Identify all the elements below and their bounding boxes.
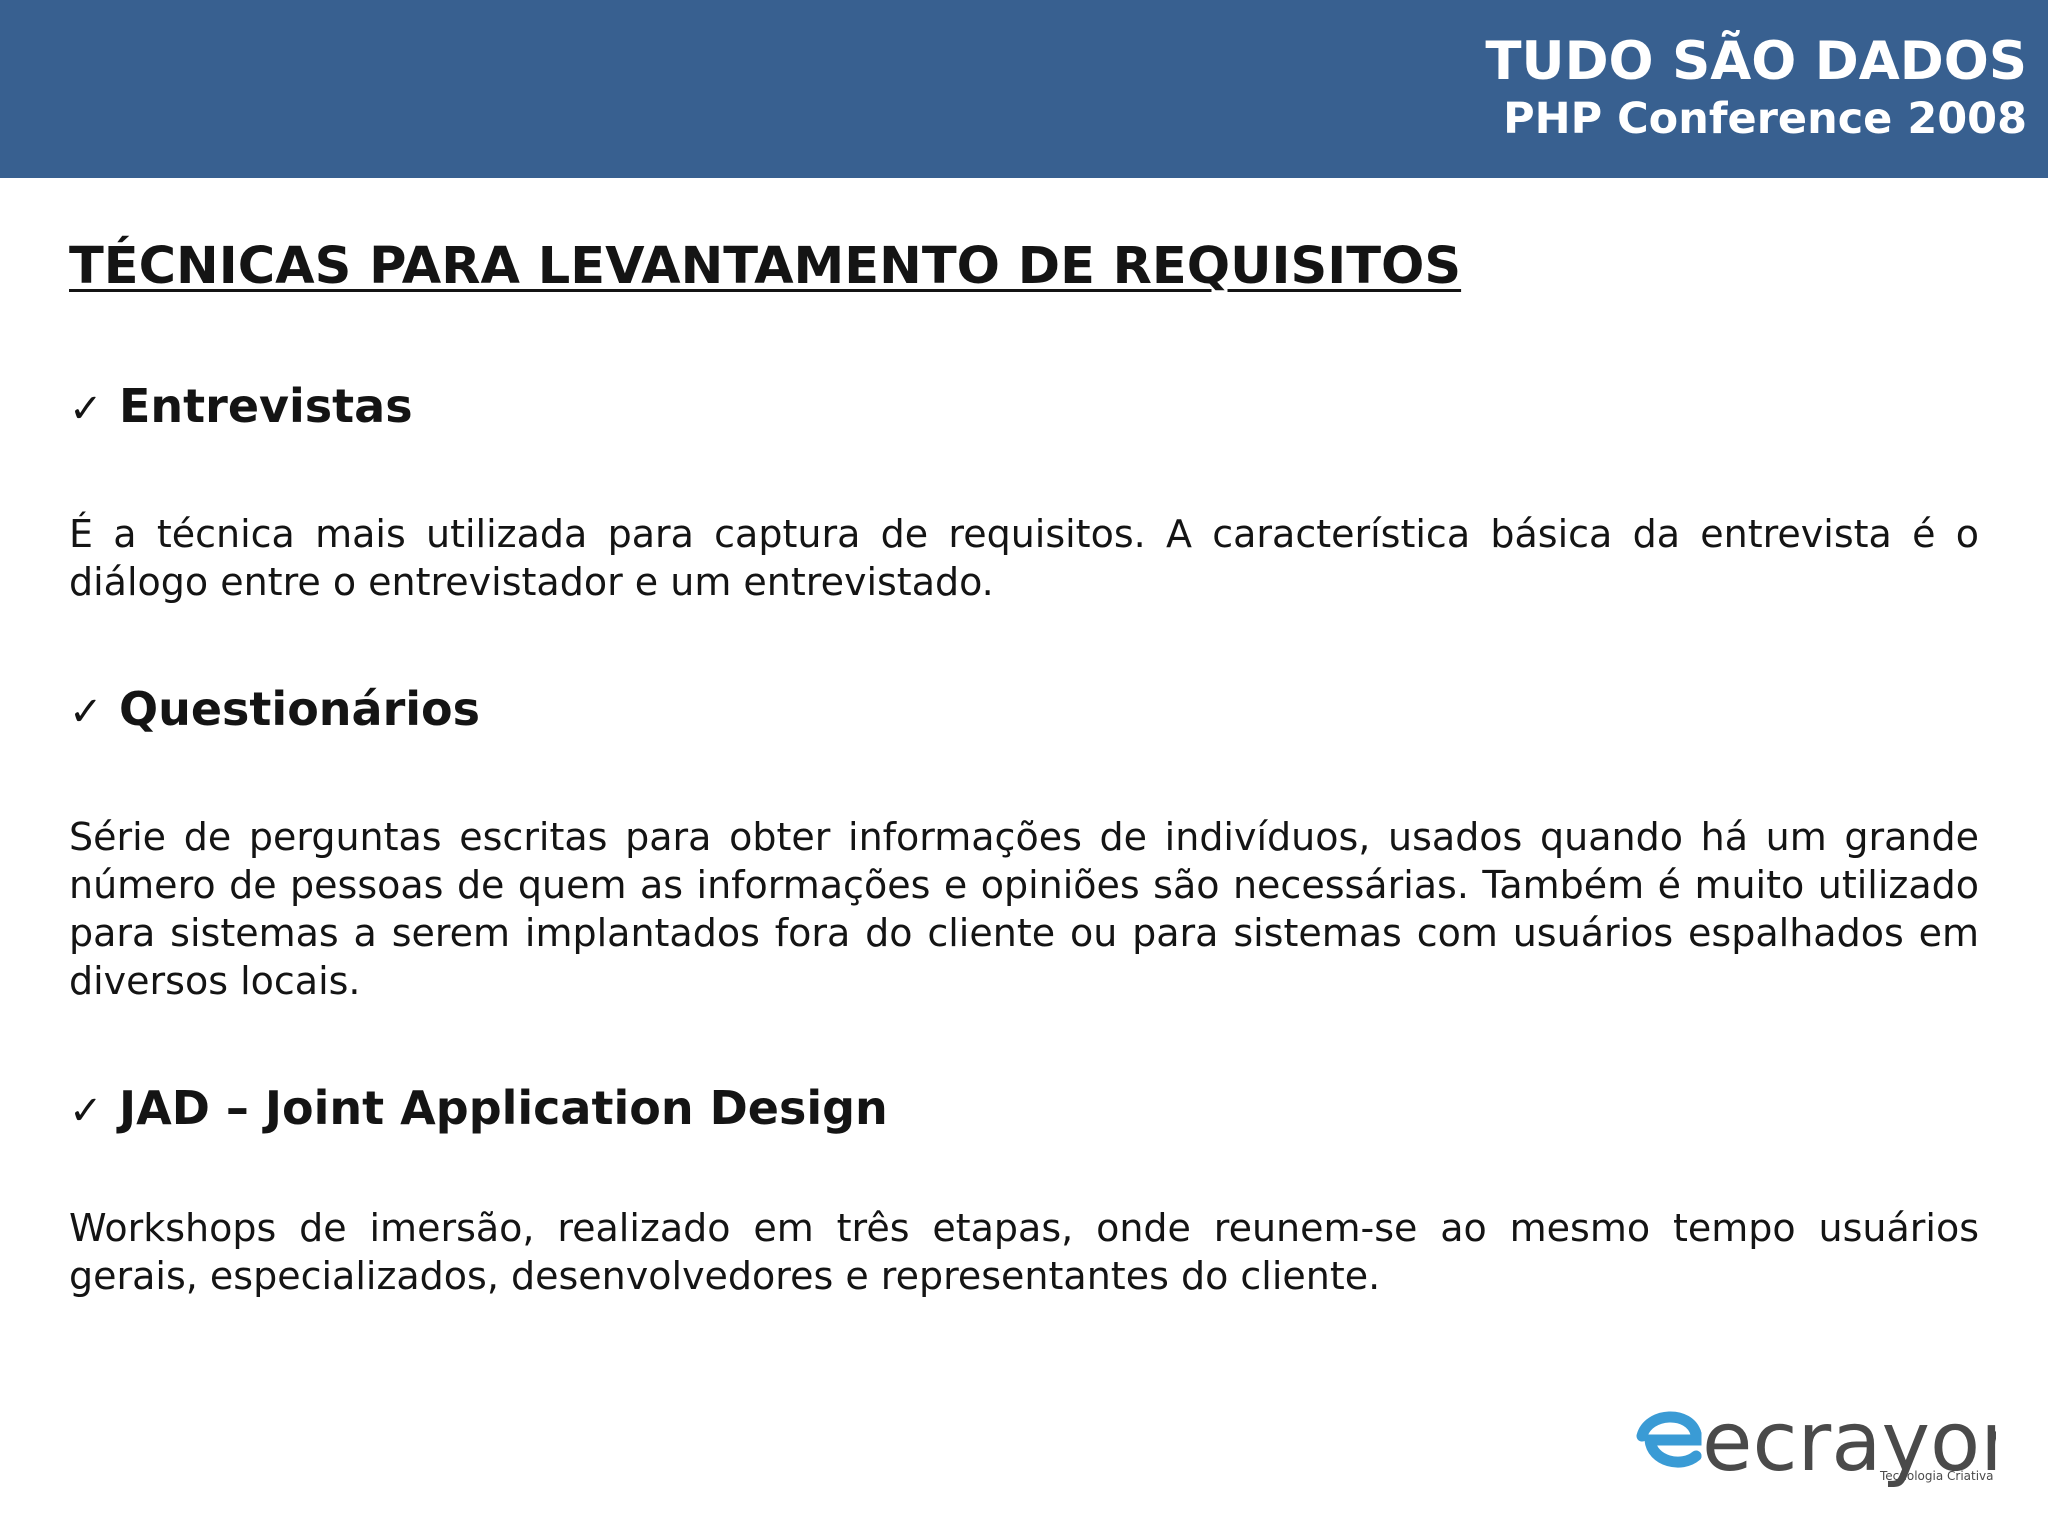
ecrayon-logo: [1636, 1398, 1996, 1506]
section-heading-label: Entrevistas: [119, 379, 413, 433]
header-title: TUDO SÃO DADOS: [1485, 31, 2027, 92]
ecrayon-logo-icon: [1636, 1398, 1996, 1506]
section-heading-entrevistas: [69, 378, 413, 437]
checkmark-icon: ✓: [69, 1088, 103, 1134]
checkmark-icon: ✓: [69, 386, 103, 432]
section-heading-jad: [69, 1080, 888, 1139]
section-text-jad: Workshops de imersão, realizado em três etapas, onde reunem-se ao mesmo tempo usuários gerais, especializados, desenvolvedores e representantes do cliente.: [69, 1206, 1979, 1298]
logo-wordmark: ecrayo: [1702, 1398, 1981, 1490]
header-bar: [0, 0, 2048, 178]
section-heading-label: JAD – Joint Application Design: [119, 1081, 888, 1135]
section-text-questionarios: Série de perguntas escritas para obter informações de indivíduos, usados quando há um grande número de pessoas de quem as informações e opiniões são necessárias. Também é muito utilizado para sistemas a serem implantados fora do cliente ou para sistemas com usuários espalhados em diversos locais.: [69, 815, 1979, 1003]
logo-tagline: Tecnologia Criativa: [1880, 1469, 1994, 1483]
checkmark-icon: ✓: [69, 689, 103, 735]
section-heading-label: Questionários: [119, 682, 481, 736]
section-text-entrevistas: É a técnica mais utilizada para captura de requisitos. A característica básica da entrevista é o diálogo entre o entrevistador e um entrevistado.: [69, 512, 1979, 604]
section-heading-questionarios: [69, 681, 480, 740]
page-title: TÉCNICAS PARA LEVANTAMENTO DE REQUISITOS: [69, 237, 1462, 296]
header-subtitle: PHP Conference 2008: [1503, 94, 2027, 144]
